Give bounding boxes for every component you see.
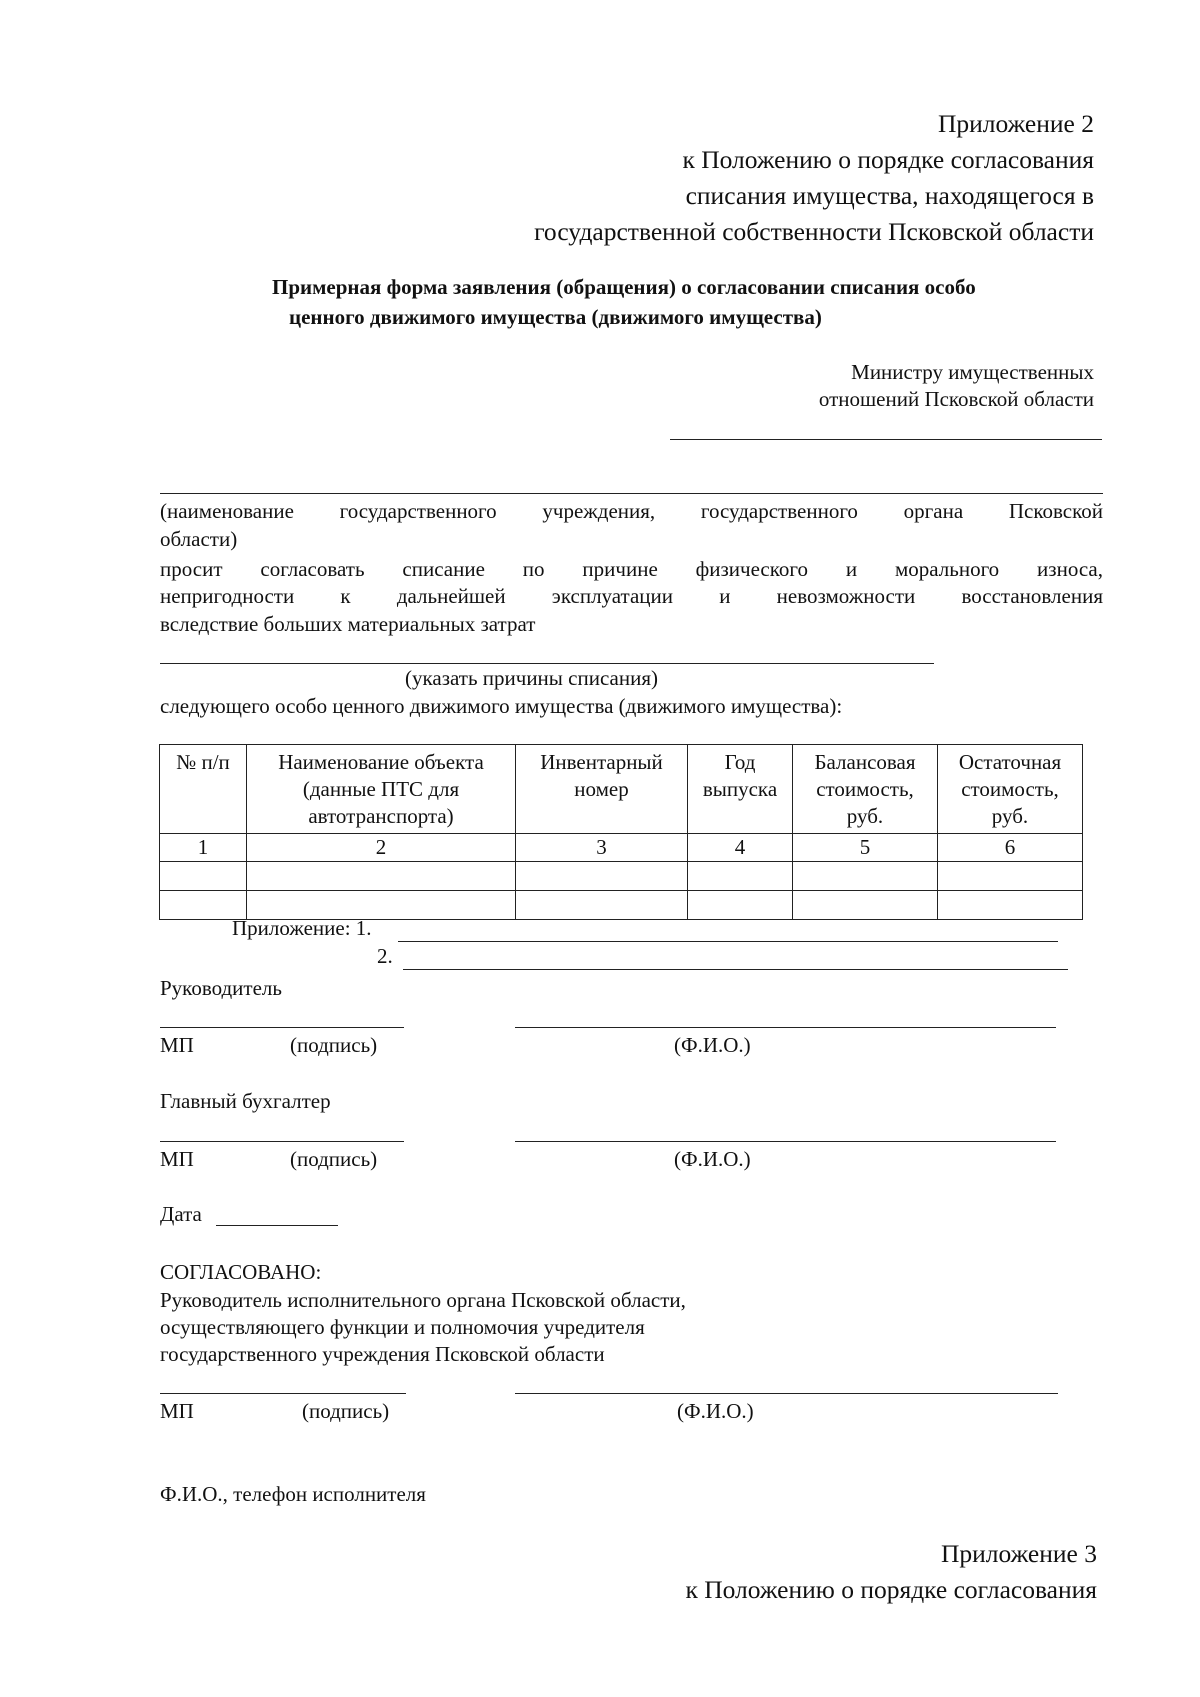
organization-caption: (наименование государственного учреждения, государственного органа Псковской bbox=[160, 499, 1103, 523]
approved-label: СОГЛАСОВАНО: bbox=[160, 1260, 322, 1284]
addressee-line-2: отношений Псковской области bbox=[818, 387, 1094, 411]
organization-name-field[interactable] bbox=[160, 493, 1103, 494]
head-signature-field[interactable] bbox=[160, 1027, 404, 1028]
signature-caption: (подпись) bbox=[302, 1399, 390, 1423]
column-header-number: № п/п bbox=[160, 745, 247, 834]
column-header-year: Год выпуска bbox=[688, 745, 793, 834]
next-appendix-number: Приложение 3 bbox=[941, 1539, 1097, 1568]
table-row bbox=[160, 862, 1083, 891]
addressee-line-1: Министру имущественных bbox=[851, 360, 1094, 384]
write-off-reason-field[interactable] bbox=[160, 663, 934, 664]
request-text-line-3: вследствие больших материальных затрат bbox=[160, 612, 536, 636]
property-intro: следующего особо ценного движимого имущества (движимого имущества): bbox=[160, 694, 843, 718]
next-appendix-reference: к Положению о порядке согласования bbox=[685, 1575, 1097, 1604]
fio-caption: (Ф.И.О.) bbox=[674, 1033, 751, 1057]
addressee-name-field[interactable] bbox=[670, 439, 1102, 440]
appendix-reference-line-3: государственной собственности Псковской области bbox=[534, 217, 1094, 246]
form-title: Примерная форма заявления (обращения) о согласовании списания особо bbox=[272, 275, 976, 299]
column-number-cell: 5 bbox=[793, 834, 938, 862]
table-cell[interactable] bbox=[688, 891, 793, 920]
approver-line-1: Руководитель исполнительного органа Псковской области, bbox=[160, 1288, 686, 1312]
stamp-label: МП bbox=[160, 1147, 194, 1171]
attachment-2-field[interactable] bbox=[403, 969, 1068, 970]
stamp-label: МП bbox=[160, 1033, 194, 1057]
organization-caption-cont: области) bbox=[160, 527, 238, 551]
head-label: Руководитель bbox=[160, 976, 282, 1000]
column-number-cell: 6 bbox=[938, 834, 1083, 862]
fio-caption: (Ф.И.О.) bbox=[677, 1399, 754, 1423]
signature-caption: (подпись) bbox=[290, 1147, 378, 1171]
column-number-cell: 4 bbox=[688, 834, 793, 862]
table-cell[interactable] bbox=[793, 891, 938, 920]
date-label: Дата bbox=[160, 1202, 202, 1226]
table-cell[interactable] bbox=[160, 862, 247, 891]
accountant-signature-field[interactable] bbox=[160, 1141, 404, 1142]
table-cell[interactable] bbox=[938, 891, 1083, 920]
executor-label: Ф.И.О., телефон исполнителя bbox=[160, 1482, 426, 1506]
accountant-label: Главный бухгалтер bbox=[160, 1089, 331, 1113]
signature-caption: (подпись) bbox=[290, 1033, 378, 1057]
approver-fio-field[interactable] bbox=[515, 1393, 1058, 1394]
column-header-inventory-number: Инвентарный номер bbox=[516, 745, 688, 834]
table-cell[interactable] bbox=[688, 862, 793, 891]
approver-line-2: осуществляющего функции и полномочия учредителя bbox=[160, 1315, 645, 1339]
column-number-cell: 1 bbox=[160, 834, 247, 862]
table-numbering-row bbox=[160, 834, 1083, 862]
appendix-reference: к Положению о порядке согласования bbox=[682, 145, 1094, 174]
table-cell[interactable] bbox=[247, 862, 516, 891]
head-fio-field[interactable] bbox=[515, 1027, 1056, 1028]
appendix-reference-line-2: списания имущества, находящегося в bbox=[685, 181, 1094, 210]
accountant-fio-field[interactable] bbox=[515, 1141, 1056, 1142]
table-cell[interactable] bbox=[793, 862, 938, 891]
table-header-row bbox=[160, 745, 1083, 834]
column-number-cell: 3 bbox=[516, 834, 688, 862]
table-cell[interactable] bbox=[938, 862, 1083, 891]
column-header-residual-value: Остаточная стоимость, руб. bbox=[938, 745, 1083, 834]
fio-caption: (Ф.И.О.) bbox=[674, 1147, 751, 1171]
property-table bbox=[159, 744, 1083, 920]
approver-signature-field[interactable] bbox=[160, 1393, 406, 1394]
request-text-line-2: непригодности к дальнейшей эксплуатации и невозможности восстановления bbox=[160, 584, 1103, 608]
column-number-cell: 2 bbox=[247, 834, 516, 862]
attachment-2-label: 2. bbox=[377, 944, 393, 968]
attachments-label: Приложение: 1. bbox=[232, 916, 372, 940]
approver-line-3: государственного учреждения Псковской области bbox=[160, 1342, 605, 1366]
table-cell[interactable] bbox=[516, 891, 688, 920]
reason-caption: (указать причины списания) bbox=[405, 666, 658, 690]
table-cell[interactable] bbox=[516, 862, 688, 891]
column-header-object-name: Наименование объекта (данные ПТС для автотранспорта) bbox=[247, 745, 516, 834]
date-field[interactable] bbox=[216, 1225, 338, 1226]
appendix-number: Приложение 2 bbox=[938, 109, 1094, 138]
request-text-line-1: просит согласовать списание по причине физического и морального износа, bbox=[160, 557, 1103, 581]
form-title-line-2: ценного движимого имущества (движимого имущества) bbox=[289, 305, 822, 329]
attachment-1-field[interactable] bbox=[398, 941, 1058, 942]
stamp-label: МП bbox=[160, 1399, 194, 1423]
column-header-book-value: Балансовая стоимость, руб. bbox=[793, 745, 938, 834]
